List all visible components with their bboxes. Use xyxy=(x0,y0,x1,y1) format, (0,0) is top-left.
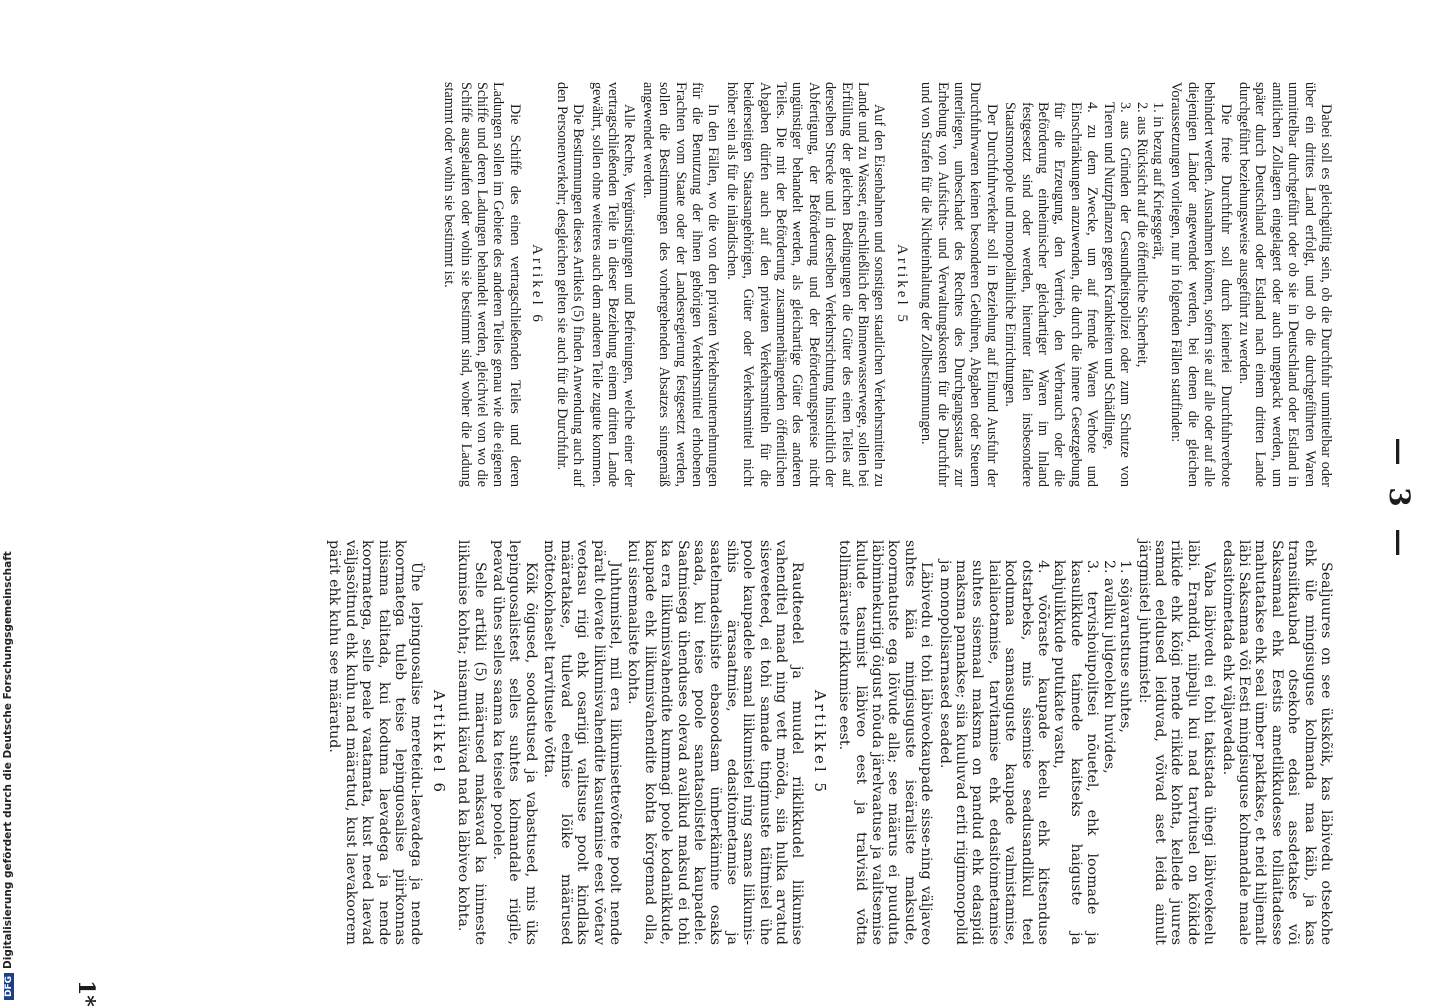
list-item: 2. avaliku julgeoleku huvides, xyxy=(1100,560,1117,774)
estonian-paragraph: Ühe lepinguosalise mereteidu-laevadega ja nende koormatega tuleb teise lepinguosalise piirkonnas niisama talitada, kui koduma laevadega ja nende koormatega, selle peale vaatamata, kust need laevad väljasõitnud ehk kuhu nad määratud, kust laevakoorem pärit ehk kuhu see määratud. xyxy=(326,540,425,945)
estonian-paragraph: Vaba läbivedu ei tohi takistada ühegi läbiveokeelu läbi. Erandid, niipalju kui nad tarvitusel on kõikide riikide ehk kõigi nende riikide kohta, kellede juures samad eeldused leiduvad, võivad aset leida ainult järgmistel juhtumistel: xyxy=(1135,540,1218,945)
digitization-footer xyxy=(2,551,20,1000)
german-exceptions-list xyxy=(1002,82,1166,487)
article-6-heading-et: Artikkel 6 xyxy=(429,690,448,795)
signature-mark: 1* xyxy=(73,980,99,1007)
estonian-paragraph: Selle artikli (5) määrused maksavad ka inimeste liikumise kohta; nisamuti käivad nad ka läbiveo kohta. xyxy=(455,540,488,945)
estonian-paragraph: Juhtumistel, mil era liikumisettevõtete poolt nende päralt olevate liikumisvahendite kasutamise eest võetav veotasu riigi ehk osariigi valitsuse poolt kindlaks määratakse, tulevad eelmise lõike määrused mõtteokohaselt tarvitusele võtta. xyxy=(541,540,623,945)
estonian-paragraph: Kõik õigused, soodustused ja vabastused, mis üks lepinguosalistest selles suhtes kolmandale riigile, peavad ühes selles saama ka teisele poolele. xyxy=(490,540,539,945)
list-item: 4. zu dem Zwecke, um auf fremde Waren Verbote und Einschränkungen anzuwenden, die durch die innere Gesetzgebung für die Erzeugung, den Vertrieb, den Verbrauch oder die Beförderung einheimischer gleichartiger Waren im Inland festgesetzt sind oder werden, hierunter fallen insbesondere Staatsmonopole und monopolähnliche Einrichtungen. xyxy=(1002,102,1101,487)
german-paragraph: Auf den Eisenbahnen und sonstigen staatlichen Verkehrsmitteln zu Lande und zu Wasser, einschließlich der Binnenwasserwege, sollen bei Erfüllung der gleichen Bedingungen die Güter des einen Teiles auf derselben Strecke und in derselben Verkehrsrichtung hinsichtlich der Abfertigung, der Beförderung und der Beförderungspreise nicht ungünstiger behandelt werden, als gleichartige Güter des anderen Teiles. Die mit der Beförderung zusammenhängenden öffentlichen Abgaben dürfen auch auf den privaten Verkehrsmitteln für die beiderseitigen Staatsangehörigen, Güter oder Verkehrsmittel nicht höher sein als für die inländischen. xyxy=(723,82,888,487)
article-5-heading-et: Artikkel 5 xyxy=(810,690,829,795)
list-item: 3. tervishoiupolitsei nõuetel, ehk loomade ja kasulikkude taimede kaitseks haiguste ja kahjulikkude putukate vastu, xyxy=(1051,560,1101,945)
dfg-logo-icon: DFG xyxy=(4,973,14,1000)
estonian-paragraph: Raudteedel ja muudel riiklikkudel liikumise vahenditel maad ning vett mööda, siia hulka arvatud siseveeteed, ei tohi samade tingimuste täitmisel ühe poole kaupadele samal liikumistel ning samas liikumis-sihis ärasaatmise, edasitoimetamise ja saatelmadesihiste ebasoodsam ümberkäimine osaks saada, kui teise poole sanatasolistele kaupadele. Saatmisega ühenduses olevad avalikud maksud ei tohi ka era liikumisvahendite kummagi poole kodanikkude, kaupade ehk liikumisvahendite kohta kõrgemad olla, kui sisemaaliste kohta. xyxy=(625,540,806,945)
list-item: 1. in bezug auf Kriegsgerät, xyxy=(1149,102,1166,260)
estonian-paragraph: Läbivedu ei tohi läbiveokaupade sisse-ning väljaveo suhtes käia mingisuguste iseäraliste maksude, koormatuste ega lõivude alla; see määrus ei puuduta läbiminekuriigi õigust nõuda järelvaatuse ja valitsemise kulude tasumist läbiveo eest ja tralvisid võtta tollimääruste rikkumise eest. xyxy=(836,540,935,945)
german-paragraph: Alle Rechte, Vergünstigungen und Befreiungen, welche einer der vertragschließenden Teile in dieser Beziehung einem dritten Lande gewährt, sollen ohne weiteres auch dem anderen Teile zugute kommen. xyxy=(588,82,638,487)
list-item: 2. aus Rücksicht auf die öffentliche Sicherheit, xyxy=(1133,102,1150,368)
list-item: 3. aus Gründen der Gesundheitspolizei oder zum Schutze von Tieren und Nutzpflanzen gegen Krankheiten und Schädlinge, xyxy=(1100,102,1134,487)
german-paragraph: Die Schiffe des einen vertragschließenden Teiles und deren Ladungen sollen im Gebiete des anderen Teiles genau wie die eigenen Schiffe und deren Ladungen behandelt werden, gleichviel von wo die Schiffe ausgelaufen oder wohin sie bestimmt sind, woher die Ladung stammt oder wohin sie bestimmt ist. xyxy=(441,82,523,487)
german-paragraph: Der Durchfuhrverkehr soll in Beziehung auf Einund Ausfuhr der Durchfuhrwaren keinen besonderen Gebühren, Abgaben oder Steuern unterliegen, unbeschadet des Rechtes des Durchgangsstaats zur Erhebung von Aufsichts- und Verwaltungskosten für die Durchfuhr und von Strafen für die Nichteinhaltung der Zollbestimmungen. xyxy=(918,82,1000,487)
digitization-credit: Digitalisierung gefördert durch die Deutsche Forschungsgemeinschaft xyxy=(2,551,14,969)
article-6-heading-de: Artikel 6 xyxy=(529,244,546,325)
german-paragraph: Die freie Durchfuhr soll durch keinerlei Durchfuhrverbote behindert werden. Ausnahmen können, sofern sie auf alle oder auf alle diejenigen Länder angewendet werden, bei denen die gleichen Voraussetzungen vorliegen, nur in folgenden Fällen stattfinden: xyxy=(1168,82,1234,487)
german-paragraph: Dabei soll es gleichgültig sein, ob die Durchfuhr unmittelbar oder über ein drittes Land erfolgt, und ob die durchgeführten Waren unmittelbar durchgeführt oder ob sie in Deutschland oder Estland in amtlichen Zollagern eingelagert oder auch umgepackt werden, um später durch Deutschland oder Estland nach einem dritten Lande durchgeführt beziehungsweise ausgeführt zu werden. xyxy=(1235,82,1334,487)
list-item: 4. võõraste kaupade keelu ehk kitsenduse otstarbeks, mis sisemise seadusandlikul teel kodumaa samasuguste kaupade valmistamise, laialiaotamise, tarvitamise ehk edasitoimetamise suhtes sisemaal maksma on pandud ehk edaspidi maksma pannakse; siia kuuluvad eriti riigimonopolid ja monopolisarnased seaded. xyxy=(936,560,1052,945)
estonian-column xyxy=(324,540,1334,945)
page-number: — 3 — xyxy=(1383,437,1416,563)
german-column xyxy=(439,82,1334,487)
estonian-exceptions-list xyxy=(936,540,1133,945)
article-5-heading-de: Artikel 5 xyxy=(893,244,910,325)
estonian-paragraph: Sealjuures on see ükskõik, kas läbivedu otsekohe ehk üle mingisuguse kolmanda maa käib, ja kas transiitkaubad otsekohe edasi assdetakse või Saksamaal ehk Eestis ametlikkudesse tolliaitadesse mahutatakse ehk seal ümber paktakse, et neid hiljemalt läbi Saksamaa või Eesti mingisuguse kolmandale maale edasitoimetada ehk väljavedada. xyxy=(1219,540,1334,945)
list-item: 1. sõjavarustuse suhtes, xyxy=(1117,560,1134,733)
german-paragraph: Die Bestimmungen dieses Artikels (5) finden Anwendung auch auf den Personenverkehr; desgleichen gelten sie auch für die Durchfuhr. xyxy=(553,82,587,487)
german-paragraph: In den Fällen, wo die von den privaten Verkehrsunternehmungen für die Benutzung der ihnen gehörigen Verkehrsmittel erhobenen Frachten vom Staate oder der Landesregierung festgesetzt werden, sollen die Bestimmungen des vorhergehenden Absatzes sinngemäß angewendet werden. xyxy=(639,82,722,487)
